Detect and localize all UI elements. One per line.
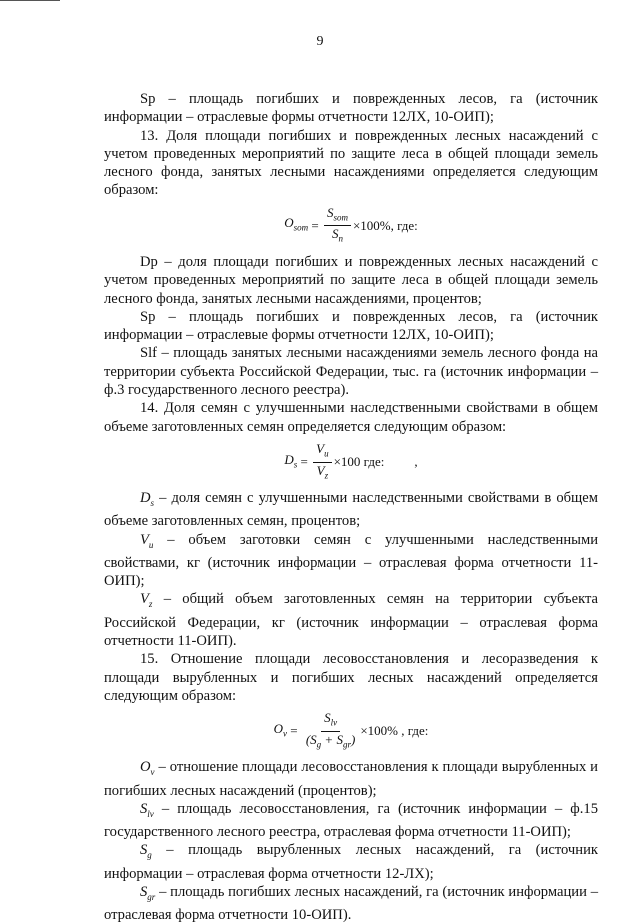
- paragraph-item-15: 15. Отношение площади лесовосстановления и лесоразведения к площади вырубленных и погибших лесных насаждений определяется следующим образом:: [104, 651, 598, 704]
- formula-ov: $O_v$ = $\frac{S_{lv}}{(S_g + S_{gr})}$ ×100% , где:: [104, 710, 598, 752]
- formula-ds: $D_s$ = $\frac{V_u}{V_z}$ ×100 где: ,: [104, 441, 598, 483]
- formula-tail: ×100% , где:: [360, 723, 429, 739]
- paragraph-item-13: 13. Доля площади погибших и поврежденных лесных насаждений с учетом проведенных мероприятий по защите леса в общей площади земель лесного фонда, занятых лесными насаждениями определяется следующим образом:: [104, 127, 598, 199]
- stray-comma: ,: [414, 453, 418, 469]
- page-number: 9: [316, 34, 324, 49]
- formula-tail: ×100%, где:: [352, 217, 418, 233]
- paragraph-slf: Slf – площадь занятых лесными насаждениями земель лесного фонда на территории субъекта Российской Федерации, тыс. га (источник информации – ф.3 государственного лесного реестра).: [104, 345, 598, 399]
- formula-osom: $O_{som}$ = $\frac{S_{som}}{S_n}$ ×100%, где:: [104, 205, 598, 247]
- fraction: $\frac{S_{som}}{S_n}$: [324, 205, 351, 247]
- paragraph-ds: $D_s$ – доля семян с улучшенными наследственными свойствами в общем объеме заготовленных семян, процентов;: [104, 490, 599, 530]
- fraction: $\frac{V_u}{V_z}$: [313, 441, 331, 483]
- document-body: [104, 90, 598, 924]
- formula-lhs: $O_{som}$: [284, 215, 309, 234]
- paragraph-vu: $V_u$ – объем заготовки семян с улучшенными наследственными свойствами, кг (источник информации – отраслевая форма отчетности 11-ОИП);: [104, 531, 598, 590]
- paragraph-dp: Dр – доля площади погибших и поврежденных лесных насаждений с учетом проведенных мероприятий по защите леса в общей площади земель лесного фонда, занятых лесными насаждениями, процентов;: [104, 253, 598, 307]
- formula-lhs: $D_s$: [284, 451, 298, 470]
- paragraph-slv: $S_{lv}$ – площадь лесовосстановления, га (источник информации – ф.15 государственного лесного реестра, отраслевая форма отчетности 11-ОИП);: [104, 800, 598, 840]
- paragraph-sp-1: Sр – площадь погибших и поврежденных лесов, га (источник информации – отраслевые формы отчетности 12ЛХ, 10-ОИП);: [104, 91, 598, 126]
- paragraph-sgr: $S_{gr}$ – площадь погибших лесных насаждений, га (источник информации – отраслевая форма отчетности 10-ОИП).: [104, 883, 598, 923]
- fraction: $\frac{S_{lv}}{(S_g + S_{gr})}$: [305, 710, 356, 750]
- top-rule: [0, 0, 60, 1]
- paragraph-sp-2: Sр – площадь погибших и поврежденных лесов, га (источник информации – отраслевые формы отчетности 12ЛХ, 10-ОИП);: [104, 308, 598, 344]
- formula-lhs: $O_v$: [273, 720, 287, 739]
- paragraph-item-14: 14. Доля семян с улучшенными наследственными свойствами в общем объеме заготовленных семян определяется следующим образом:: [104, 400, 598, 435]
- paragraph-ov: $O_v$ – отношение площади лесовосстановления к площади вырубленных и погибших лесных насаждений (процентов);: [104, 759, 598, 799]
- paragraph-vz: $V_z$ – общий объем заготовленных семян на территории субъекта Российской Федерации, кг (источник информации – отраслевая форма отчетности 11-ОИП).: [104, 591, 598, 649]
- paragraph-sg: $S_g$ – площадь вырубленных лесных насаждений, га (источник информации – отраслевая форма отчетности 12-ЛХ);: [104, 842, 598, 882]
- formula-tail: ×100 где:: [333, 453, 385, 469]
